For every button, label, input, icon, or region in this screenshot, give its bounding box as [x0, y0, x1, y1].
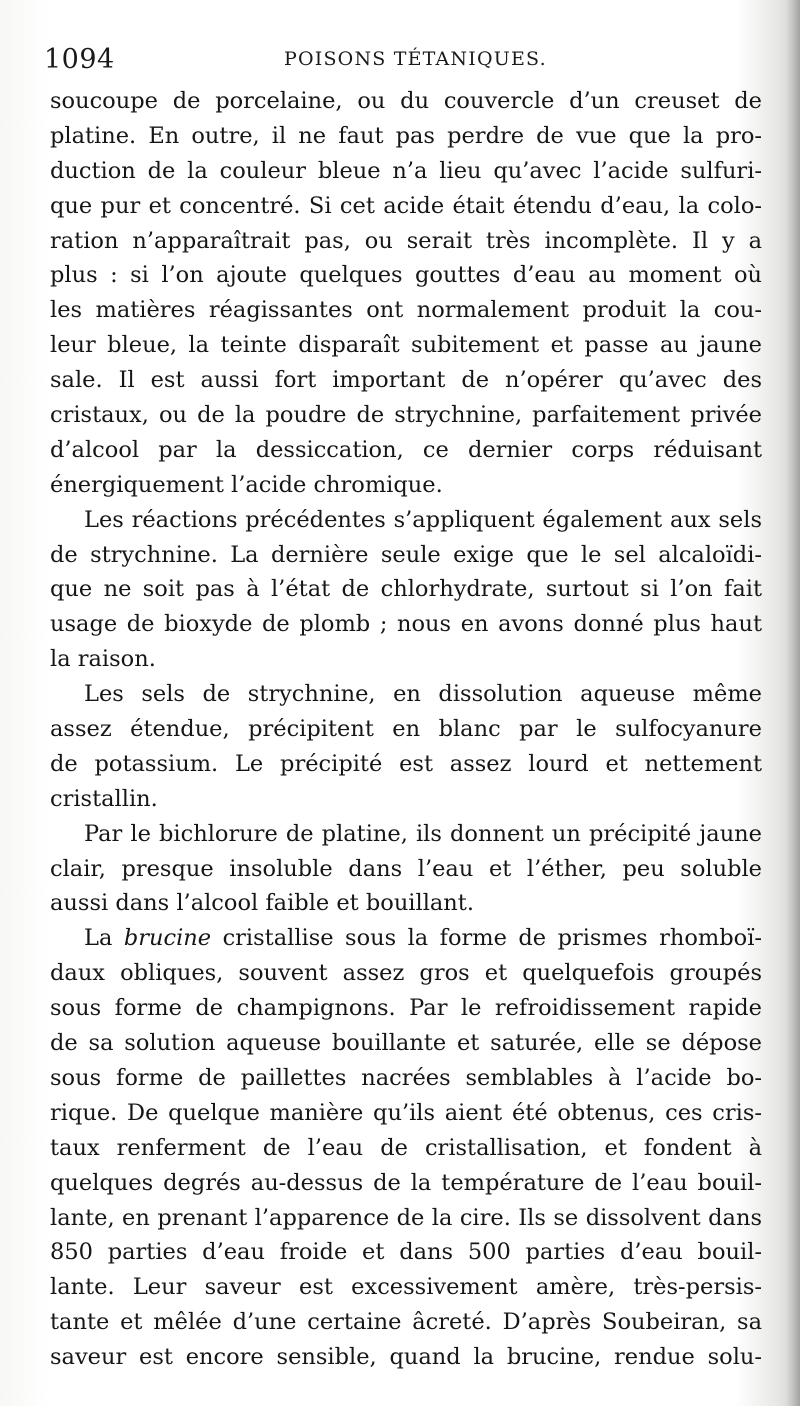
- text-line: Par le bichlorure de platine, ils donnent un précipité jaune: [84, 820, 762, 847]
- text-line: soucoupe de porcelaine, ou du couvercle d’un creuset de: [50, 88, 762, 114]
- text-line: platine. En outre, il ne faut pas perdre de vue que la pro-: [50, 122, 762, 149]
- text-line: cristaux, ou de la poudre de strychnine, parfaitement privée: [50, 402, 762, 429]
- page-gutter-shadow: [786, 0, 800, 1406]
- text-line: ration n’apparaîtrait pas, ou serait très incomplète. Il y a: [50, 227, 762, 254]
- text-line: cristallin.: [50, 785, 158, 812]
- page-number: 1094: [44, 44, 115, 75]
- text-line: de strychnine. La dernière seule exige que le sel alcaloïdi-: [50, 541, 762, 568]
- running-head: POISONS TÉTANIQUES.: [284, 48, 547, 70]
- text-line: sous forme de paillettes nacrées semblables à l’acide bo-: [50, 1064, 762, 1091]
- text-line: lante, en prenant l’apparence de la cire. Ils se dissolvent dans: [50, 1204, 762, 1231]
- text-line: lante. Leur saveur est excessivement amère, très-persis-: [50, 1274, 762, 1301]
- text-line: aussi dans l’alcool faible et bouillant.: [50, 890, 474, 917]
- text-line: d’alcool par la dessiccation, ce dernier corps réduisant: [50, 436, 762, 463]
- text-line: de sa solution aqueuse bouillante et saturée, elle se dépose: [50, 1030, 762, 1057]
- page-header: [44, 44, 764, 76]
- text-line: rique. De quelque manière qu’ils aient été obtenus, ces cris-: [50, 1099, 762, 1126]
- text-line: clair, presque insoluble dans l’eau et l’éther, peu soluble: [50, 855, 762, 882]
- brucine-term: brucine: [123, 925, 212, 952]
- text-line: duction de la couleur bleue n’a lieu qu’avec l’acide sulfuri-: [50, 157, 762, 184]
- text-line: que pur et concentré. Si cet acide était étendu d’eau, la colo-: [50, 192, 762, 219]
- body-text: [50, 84, 762, 1375]
- text-line: sale. Il est aussi fort important de n’opérer qu’avec des: [50, 367, 762, 394]
- text-line: leur bleue, la teinte disparaît subitement et passe au jaune: [50, 332, 762, 359]
- text-line: les matières réagissantes ont normalement produit la cou-: [50, 297, 762, 324]
- text-line: Les réactions précédentes s’appliquent également aux sels: [84, 506, 762, 533]
- text-line: 850 parties d’eau froide et dans 500 parties d’eau bouil-: [50, 1239, 762, 1266]
- text-line: que ne soit pas à l’état de chlorhydrate, surtout si l’on fait: [50, 576, 762, 603]
- text-line: daux obliques, souvent assez gros et quelquefois groupés: [50, 960, 762, 987]
- brucine-lead: La: [84, 925, 113, 952]
- text-line: quelques degrés au-dessus de la température de l’eau bouil-: [50, 1169, 762, 1196]
- text-line: la raison.: [50, 646, 156, 673]
- text-line: sous forme de champignons. Par le refroidissement rapide: [50, 995, 762, 1022]
- text-line: Les sels de strychnine, en dissolution aqueuse même: [84, 681, 762, 708]
- text-line: taux renferment de l’eau de cristallisation, et fondent à: [50, 1134, 762, 1161]
- brucine-rest: cristallise sous la forme de prismes rhomboï-: [222, 925, 763, 952]
- text-line: énergiquement l’acide chromique.: [50, 471, 443, 498]
- text-line-brucine: [50, 921, 762, 956]
- text-line: assez étendue, précipitent en blanc par le sulfocyanure: [50, 716, 762, 743]
- text-line: saveur est encore sensible, quand la brucine, rendue solu-: [50, 1344, 762, 1371]
- text-line: plus : si l’on ajoute quelques gouttes d’eau au moment où: [50, 262, 762, 289]
- text-line: usage de bioxyde de plomb ; nous en avons donné plus haut: [50, 611, 762, 638]
- text-line: de potassium. Le précipité est assez lourd et nettement: [50, 750, 762, 777]
- text-line: tante et mêlée d’une certaine âcreté. D’après Soubeiran, sa: [50, 1309, 762, 1336]
